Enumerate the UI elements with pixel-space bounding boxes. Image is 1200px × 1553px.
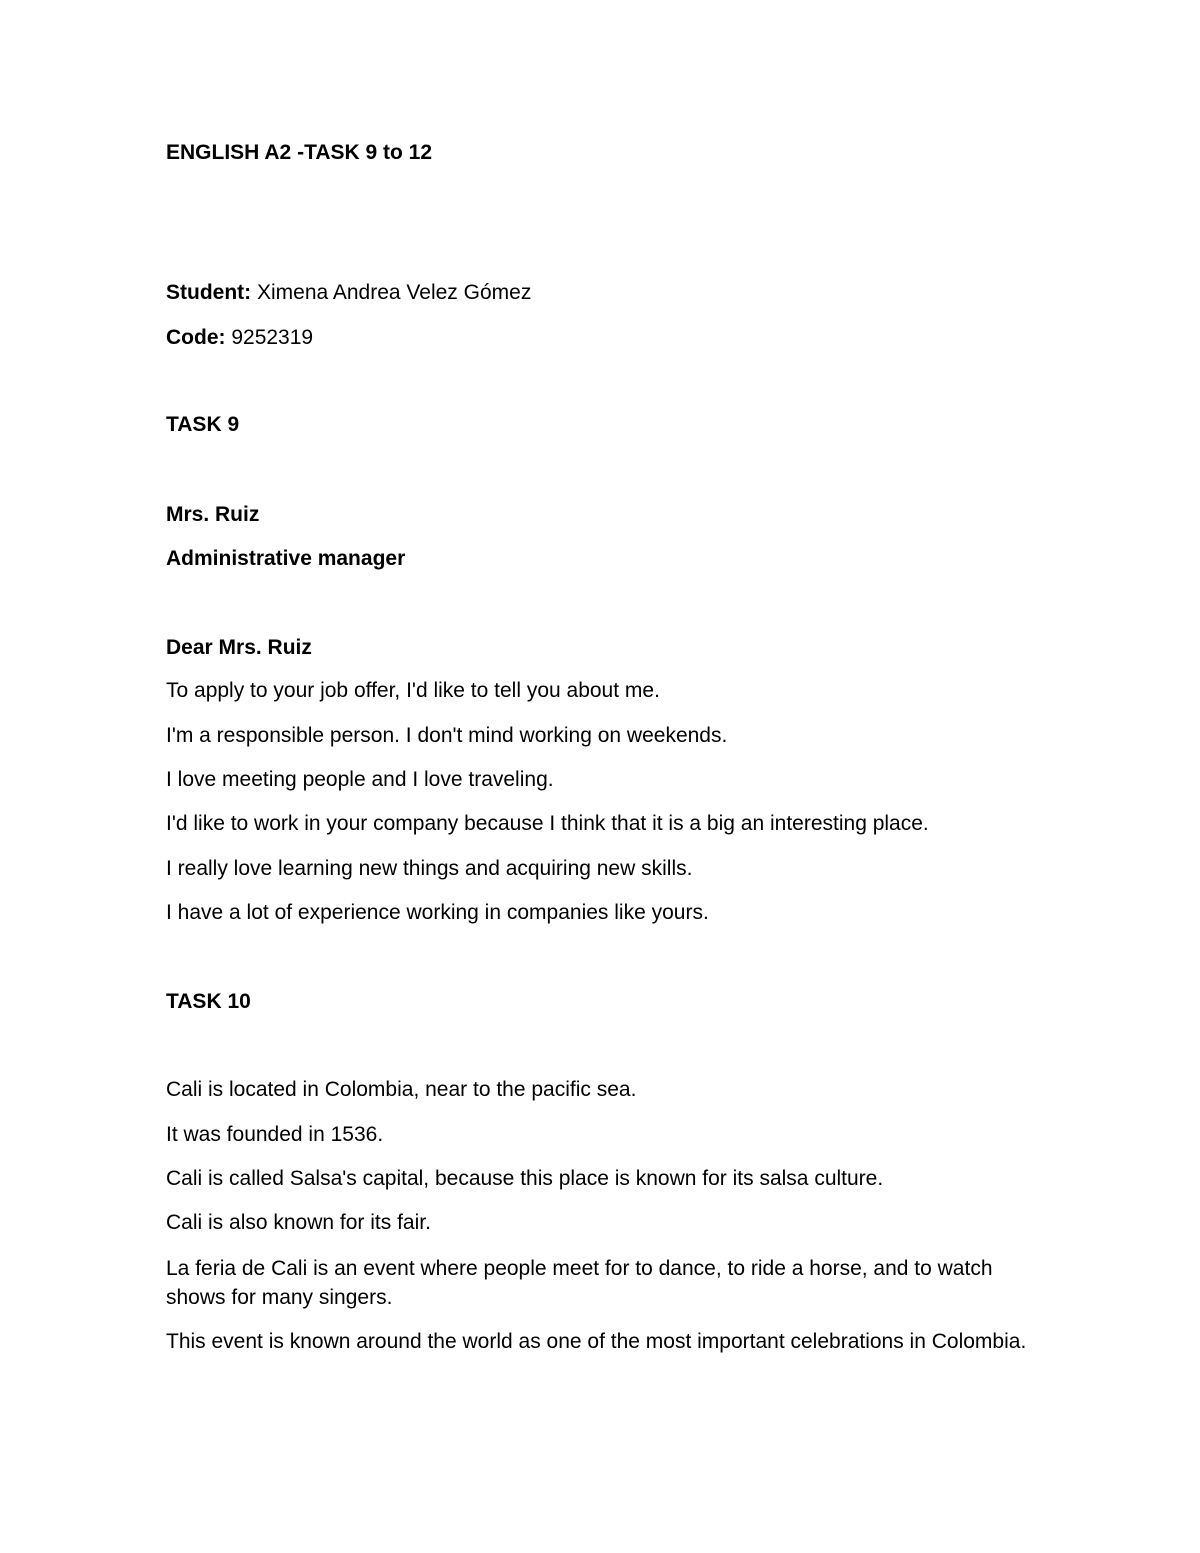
- document-title: ENGLISH A2 -TASK 9 to 12: [166, 141, 433, 164]
- salutation: Dear Mrs. Ruiz: [166, 636, 312, 659]
- task10-heading: TASK 10: [166, 990, 251, 1013]
- letter-line: I really love learning new things and acquiring new skills.: [166, 857, 693, 880]
- task9-heading: TASK 9: [166, 413, 240, 436]
- code-value: 9252319: [225, 326, 314, 349]
- student-name: Ximena Andrea Velez Gómez: [251, 281, 532, 304]
- letter-line: I'd like to work in your company because I think that it is a big an interesting place.: [166, 812, 929, 835]
- paragraph-line: Cali is located in Colombia, near to the pacific sea.: [166, 1078, 637, 1101]
- letter-line: To apply to your job offer, I'd like to tell you about me.: [166, 679, 660, 702]
- paragraph-line: Cali is called Salsa's capital, because this place is known for its salsa culture.: [166, 1167, 884, 1190]
- letter-line: I love meeting people and I love traveling.: [166, 768, 554, 791]
- student-line: [166, 280, 531, 306]
- paragraph-line: La feria de Cali is an event where people meet for to dance, to ride a horse, and to watch shows for many singers.: [166, 1257, 993, 1309]
- student-label: Student:: [166, 281, 252, 304]
- paragraph-line: Cali is also known for its fair.: [166, 1211, 431, 1234]
- letter-line: I'm a responsible person. I don't mind working on weekends.: [166, 724, 728, 747]
- recipient-role: Administrative manager: [166, 547, 406, 570]
- recipient-name: Mrs. Ruiz: [166, 503, 260, 526]
- paragraph-line: It was founded in 1536.: [166, 1123, 384, 1146]
- letter-line: I have a lot of experience working in companies like yours.: [166, 901, 709, 924]
- code-label: Code:: [166, 326, 226, 349]
- code-line: [166, 325, 313, 351]
- paragraph-line: This event is known around the world as one of the most important celebrations in Colombia.: [166, 1330, 1027, 1353]
